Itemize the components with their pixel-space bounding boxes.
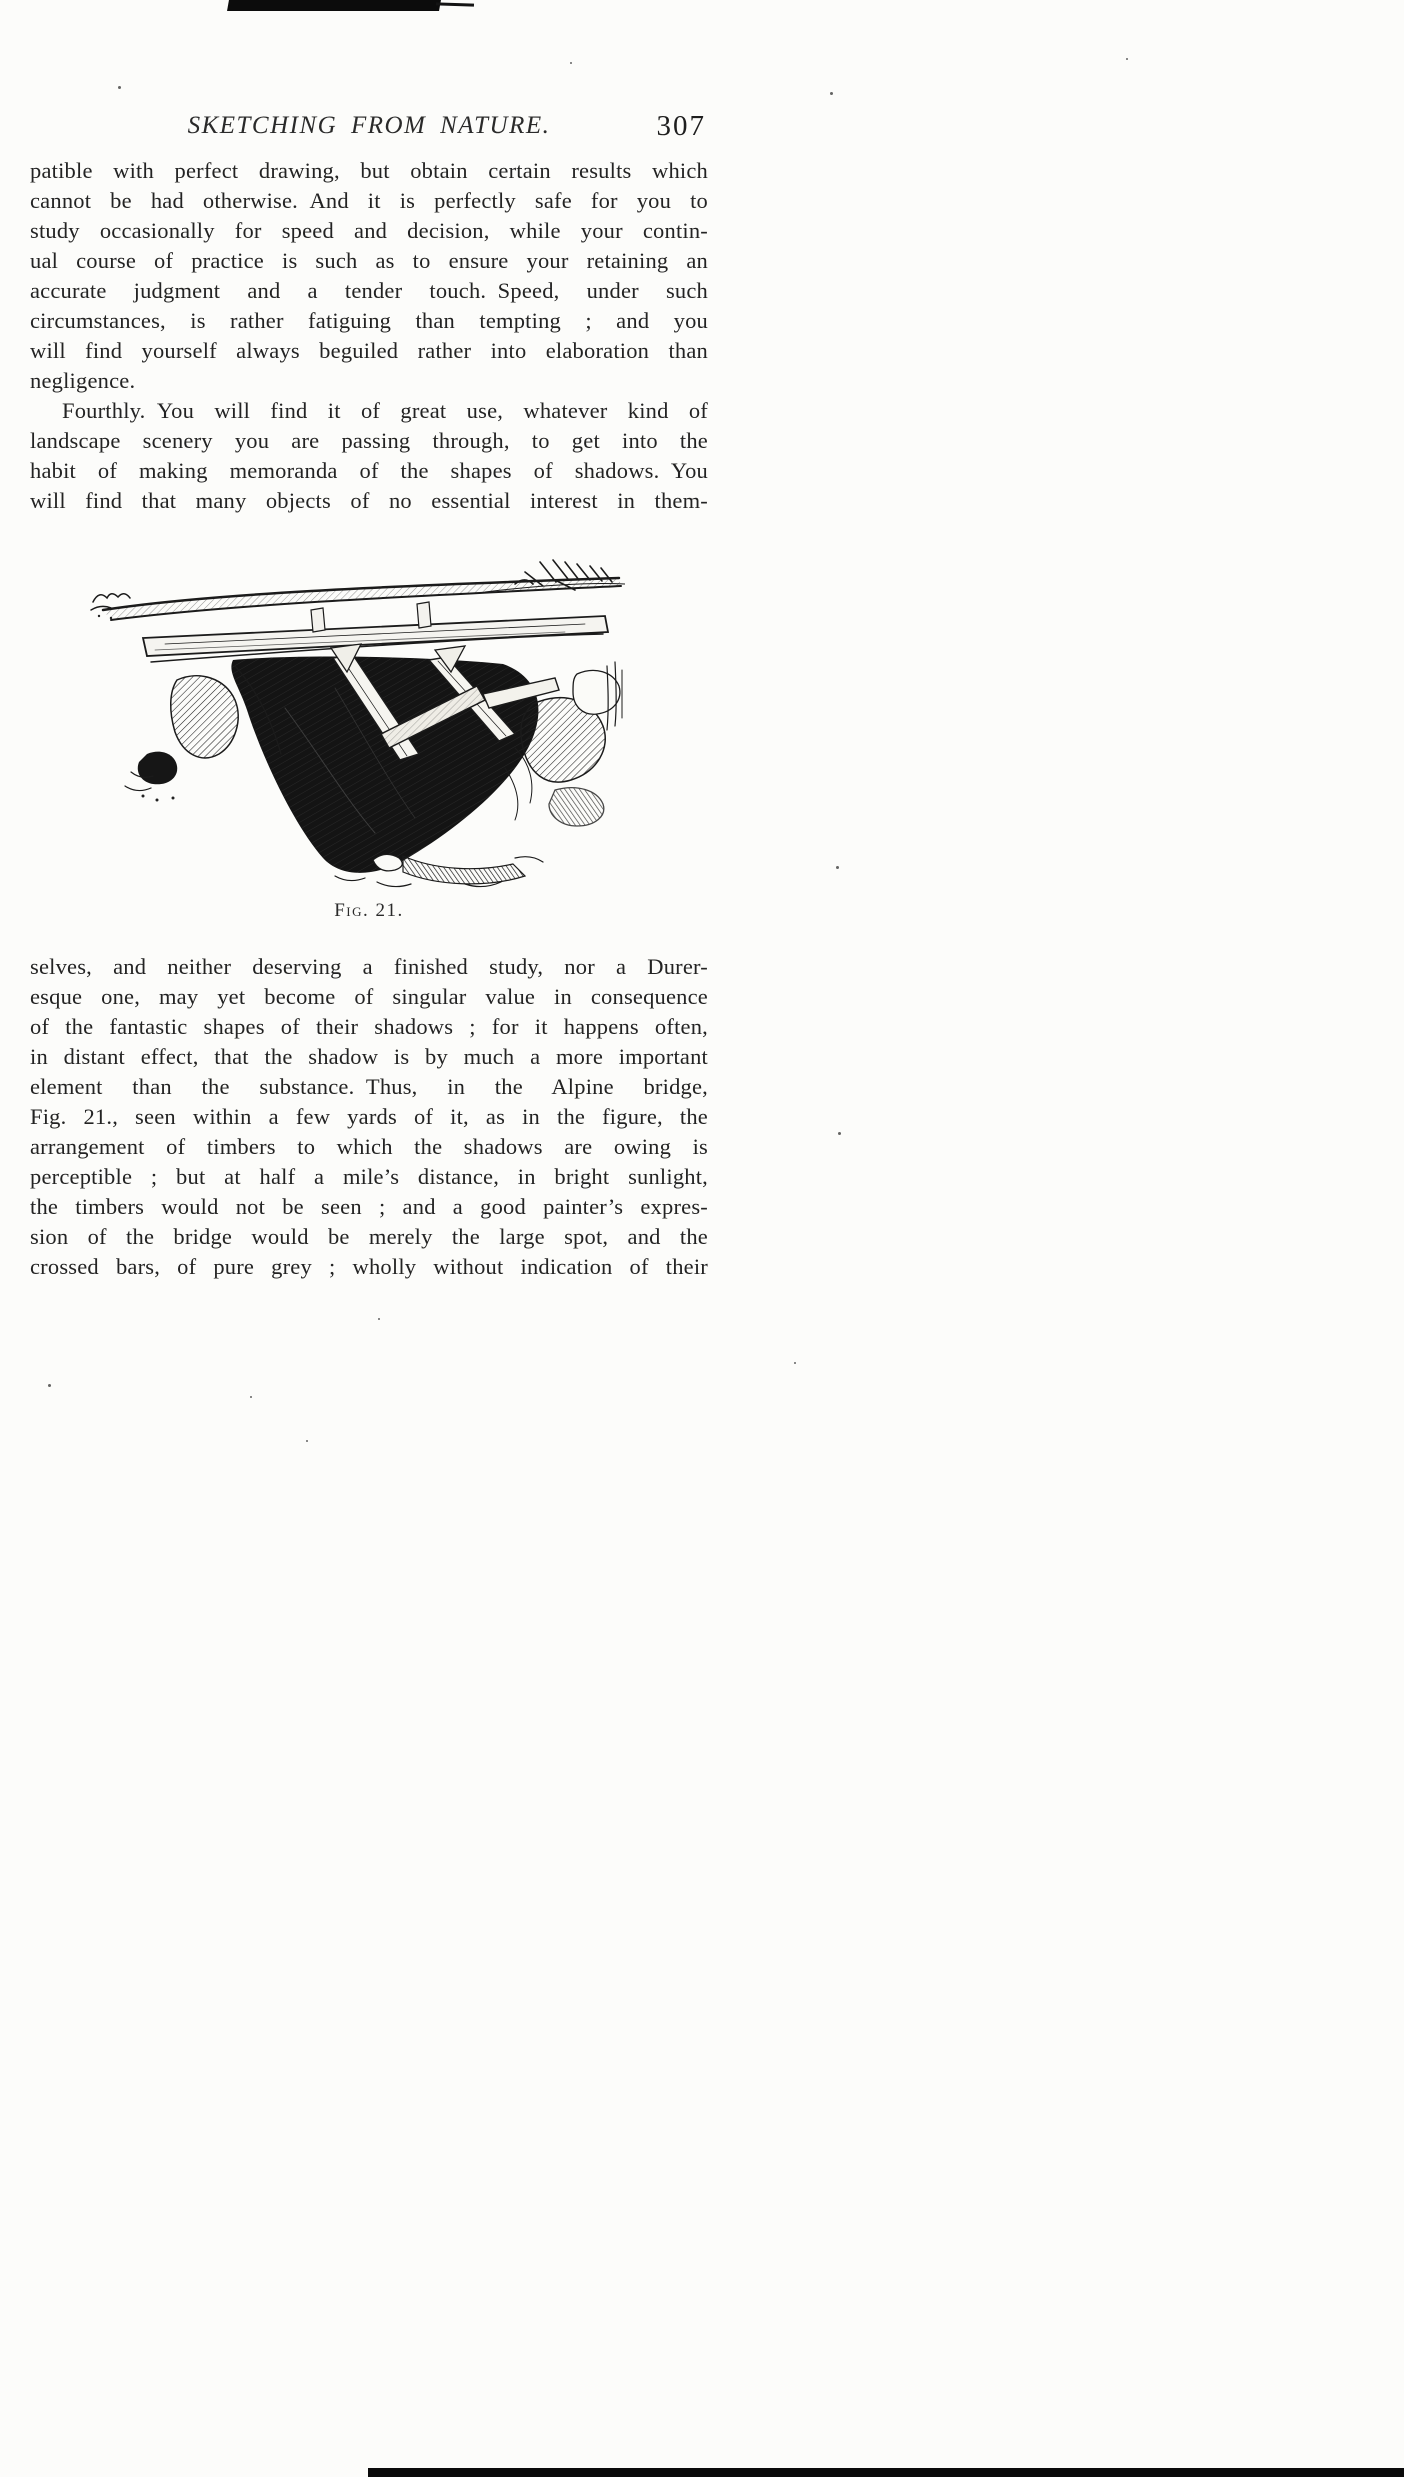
text-line: habit of making memoranda of the shapes of shadows. You [30, 458, 708, 483]
text-line: landscape scenery you are passing through, to get into the [30, 428, 708, 453]
paragraph-fourthly [30, 396, 708, 516]
text-line: perceptible ; but at half a mile’s distance, in bright sunlight, [30, 1164, 708, 1189]
text-line: will find yourself always beguiled rather into elaboration than [30, 338, 708, 363]
text-line: esque one, may yet become of singular value in consequence [30, 984, 708, 1009]
scan-speck [830, 92, 833, 95]
text-line: in distant effect, that the shadow is by much a more important [30, 1044, 708, 1069]
scan-speck [836, 866, 839, 869]
text-line: negligence. [30, 368, 136, 393]
text-line: Fig. 21., seen within a few yards of it, as in the figure, the [30, 1104, 708, 1129]
text-line: element than the substance. Thus, in the Alpine bridge, [30, 1074, 708, 1099]
text-line: circumstances, is rather fatiguing than tempting ; and you [30, 308, 708, 333]
text-line: study occasionally for speed and decision, while your contin- [30, 218, 708, 243]
page-number: 307 [656, 110, 706, 142]
shadow-mass [231, 657, 538, 873]
scan-speck [48, 1384, 51, 1387]
paragraph-continuation [30, 156, 708, 396]
text-line: ual course of practice is such as to ensure your retaining an [30, 248, 708, 273]
scan-speck [570, 62, 572, 64]
scan-speck [378, 1318, 380, 1320]
figure-21 [85, 558, 625, 888]
scan-artifact-bottom-bar [368, 2468, 1404, 2477]
running-head [30, 110, 708, 150]
text-line: the timbers would not be seen ; and a good painter’s expres- [30, 1194, 708, 1219]
scan-speck [250, 1396, 252, 1398]
text-line: accurate judgment and a tender touch. Speed, under such [30, 278, 708, 303]
text-block-upper [30, 156, 708, 516]
text-line: patible with perfect drawing, but obtain certain results which [30, 158, 708, 183]
top-log [103, 578, 625, 620]
text-line: Fourthly. You will find it of great use, whatever kind of [62, 398, 708, 423]
scan-speck [306, 1440, 308, 1442]
text-block-lower [30, 952, 708, 1282]
figure-caption: Fig. 21. [334, 900, 404, 921]
scan-artifact-top-tail [436, 2, 474, 6]
paragraph-selves [30, 952, 708, 1282]
scan-speck [794, 1362, 796, 1364]
running-head-title: SKETCHING FROM NATURE. [187, 112, 551, 139]
bridge-deck [143, 602, 608, 662]
text-line: will find that many objects of no essential interest in them- [30, 488, 708, 513]
text-line: sion of the bridge would be merely the large spot, and the [30, 1224, 708, 1249]
scan-speck [118, 86, 121, 89]
rocks-left [125, 676, 238, 802]
scan-speck [1126, 58, 1128, 60]
scan-speck [838, 1132, 841, 1135]
text-line: selves, and neither deserving a finished study, nor a Durer- [30, 954, 708, 979]
text-line: arrangement of timbers to which the shadows are owing is [30, 1134, 708, 1159]
alpine-bridge-engraving [85, 558, 625, 888]
scan-artifact-top-bar [227, 0, 441, 11]
text-line: crossed bars, of pure grey ; wholly without indication of their [30, 1254, 708, 1279]
text-line: of the fantastic shapes of their shadows ; for it happens often, [30, 1014, 708, 1039]
text-line: cannot be had otherwise. And it is perfectly safe for you to [30, 188, 708, 213]
